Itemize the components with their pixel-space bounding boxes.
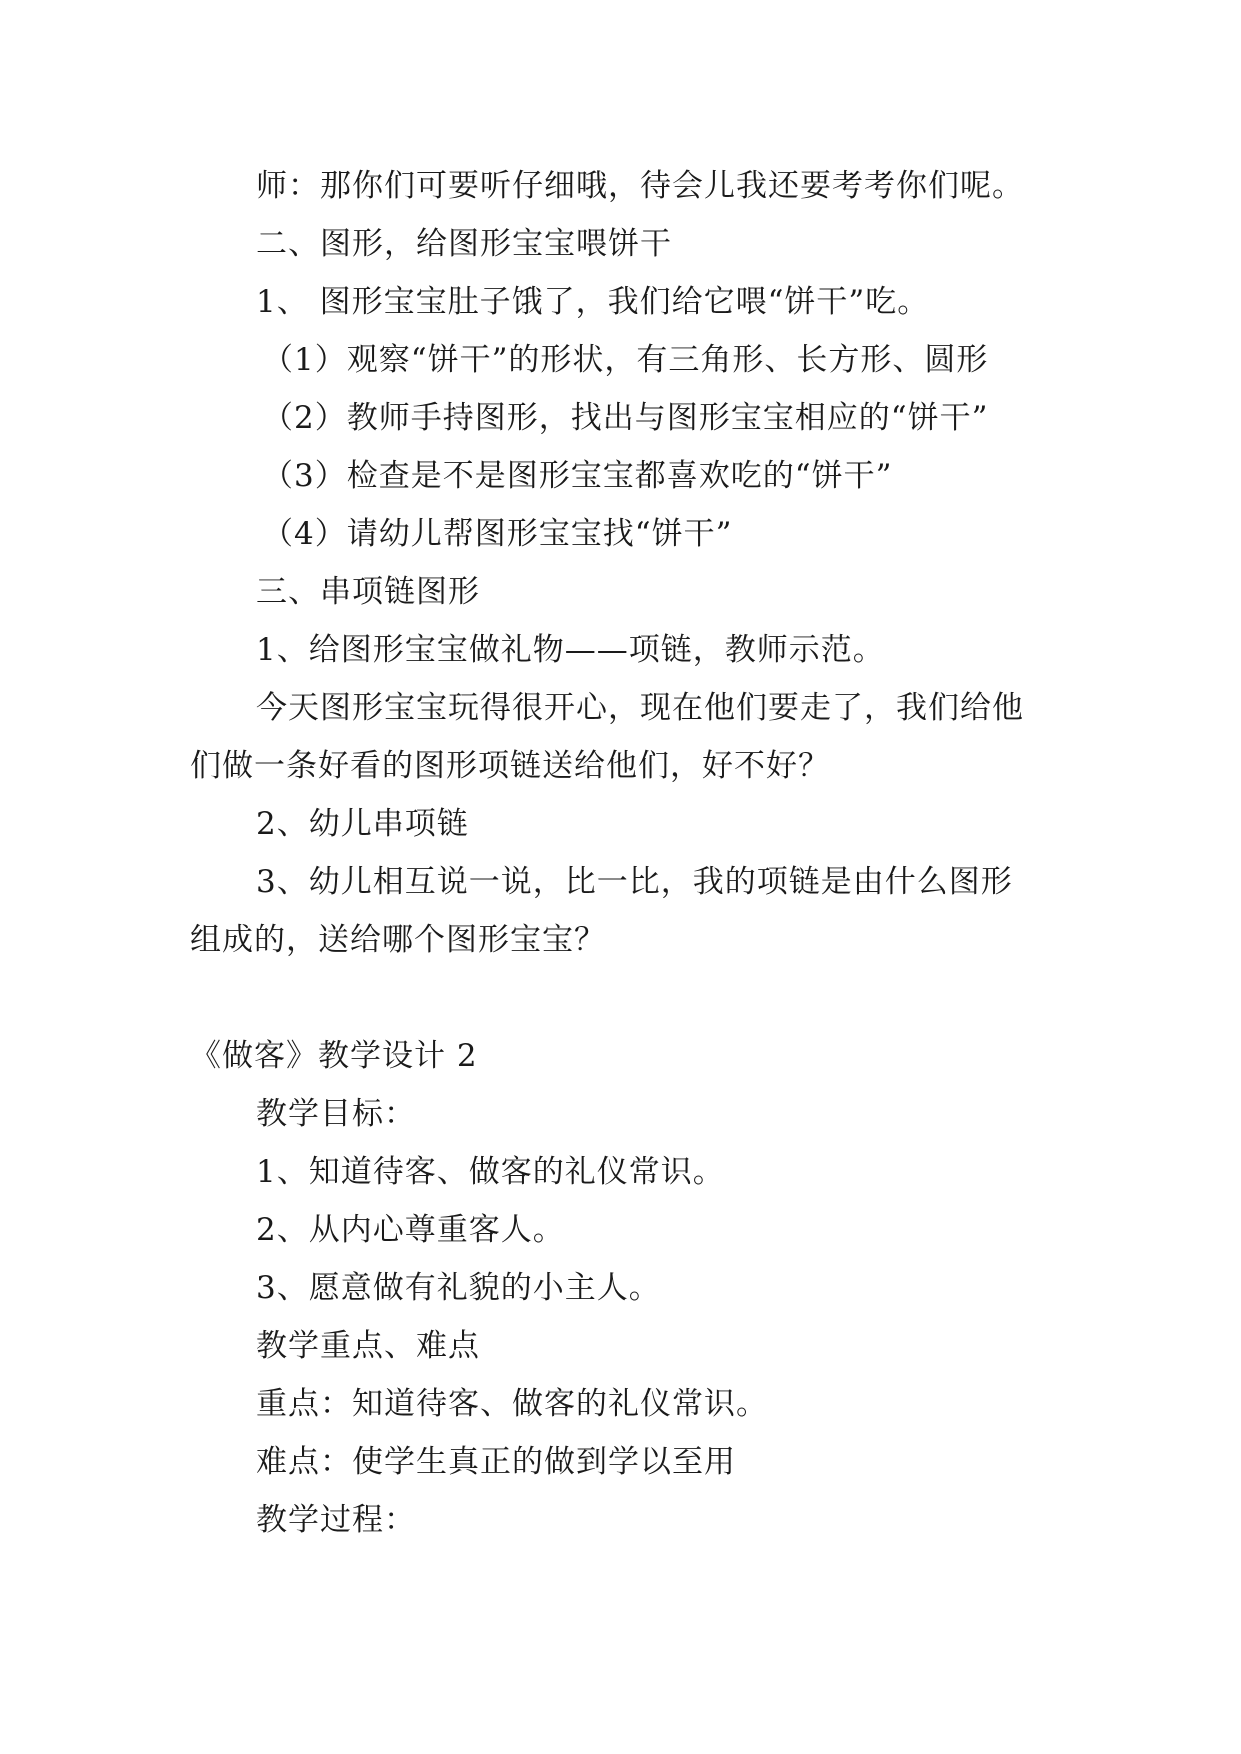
sub-item: （4）请幼儿帮图形宝宝找“饼干” xyxy=(262,516,733,552)
part3-item-3-line: 3、幼儿相互说一说，比一比，我的项链是由什么图形 xyxy=(256,864,1013,900)
part3-item-1: 1、给图形宝宝做礼物——项链，教师示范。 xyxy=(256,632,885,668)
goals-heading: 教学目标： xyxy=(256,1096,416,1132)
key-heading: 教学重点、难点 xyxy=(256,1328,480,1364)
part3-paragraph-line: 们做一条好看的图形项链送给他们，好不好？ xyxy=(190,748,830,784)
part3-item-3-line: 组成的，送给哪个图形宝宝？ xyxy=(190,922,606,958)
process-heading: 教学过程： xyxy=(256,1502,416,1538)
difficult-point: 难点：使学生真正的做到学以至用 xyxy=(256,1444,736,1480)
part3-paragraph-line: 今天图形宝宝玩得很开心，现在他们要走了，我们给他 xyxy=(256,690,1024,726)
section-title: 《做客》教学设计 2 xyxy=(190,1038,478,1074)
goal-item: 2、从内心尊重客人。 xyxy=(256,1212,565,1248)
sub-item: （1）观察“饼干”的形状，有三角形、长方形、圆形 xyxy=(262,342,989,378)
part3-title: 三、串项链图形 xyxy=(256,574,480,610)
teacher-line: 师：那你们可要听仔细哦，待会儿我还要考考你们呢。 xyxy=(256,168,1024,204)
key-point: 重点：知道待客、做客的礼仪常识。 xyxy=(256,1386,768,1422)
part2-title: 二、图形，给图形宝宝喂饼干 xyxy=(256,226,672,262)
goal-item: 3、愿意做有礼貌的小主人。 xyxy=(256,1270,661,1306)
part3-item-2: 2、幼儿串项链 xyxy=(256,806,469,842)
part2-item-1: 1、 图形宝宝肚子饿了，我们给它喂“饼干”吃。 xyxy=(256,284,930,320)
sub-item: （3）检查是不是图形宝宝都喜欢吃的“饼干” xyxy=(262,458,893,494)
goal-item: 1、知道待客、做客的礼仪常识。 xyxy=(256,1154,725,1190)
sub-item: （2）教师手持图形，找出与图形宝宝相应的“饼干” xyxy=(262,400,989,436)
